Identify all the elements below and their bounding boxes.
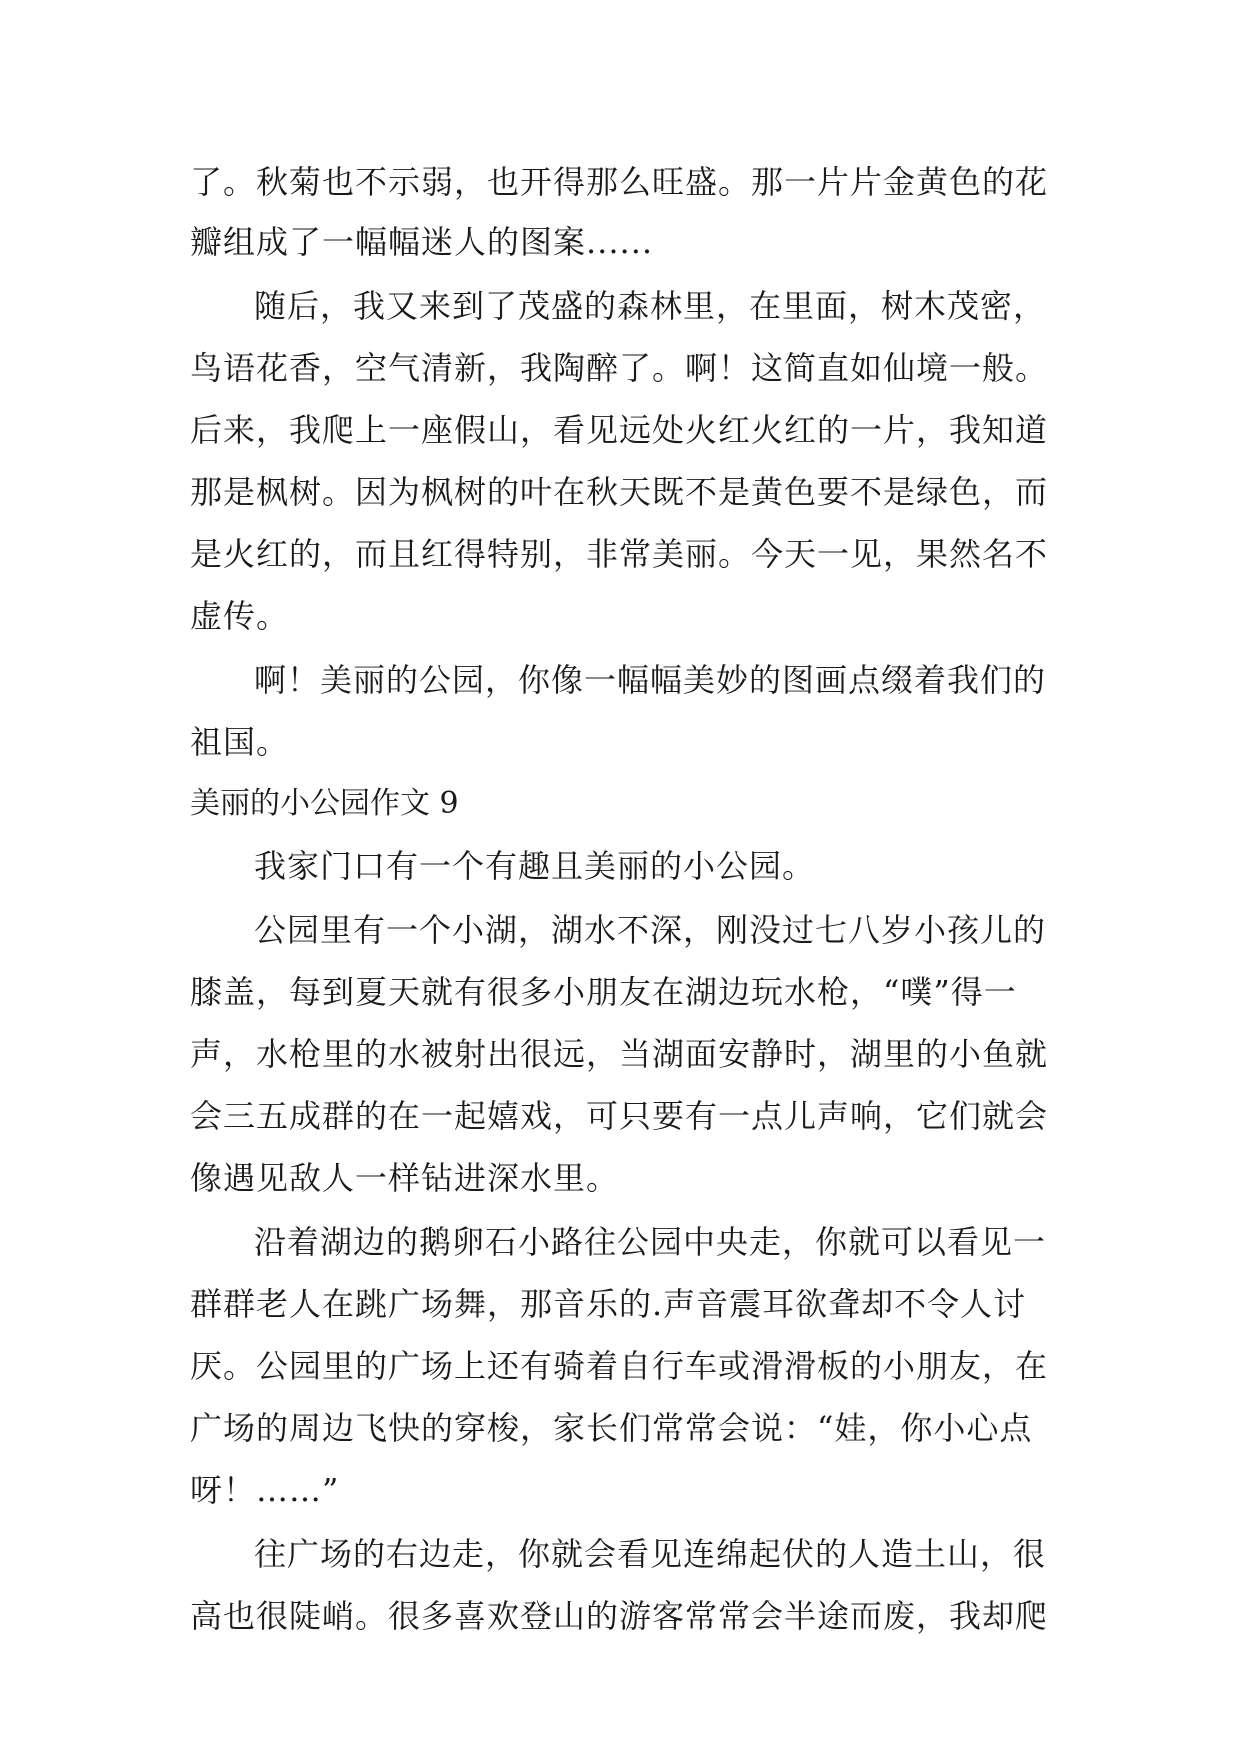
text-line: 那是枫树。因为枫树的叶在秋天既不是黄色要不是绿色，而 — [190, 473, 1049, 511]
text-line: 了。秋菊也不示弱，也开得那么旺盛。那一片片金黄色的花 — [190, 163, 1049, 201]
paragraph-start: 我家门口有一个有趣且美丽的小公园。 — [254, 847, 816, 885]
text-line: 后来，我爬上一座假山，看见远处火红火红的一片，我知道 — [190, 411, 1049, 449]
section-heading: 美丽的小公园作文 9 — [190, 786, 459, 821]
text-line: 呀！……” — [190, 1471, 340, 1509]
text-line: 厌。公园里的广场上还有骑着自行车或滑滑板的小朋友，在 — [190, 1347, 1049, 1385]
text-line: 虚传。 — [190, 597, 290, 635]
text-line: 群群老人在跳广场舞，那音乐的.声音震耳欲聋却不令人讨 — [190, 1285, 1027, 1323]
text-line: 像遇见敌人一样钻进深水里。 — [190, 1159, 620, 1197]
text-line: 广场的周边飞快的穿梭，家长们常常会说：“娃，你小心点 — [190, 1409, 1033, 1447]
paragraph-start: 公园里有一个小湖，湖水不深，刚没过七八岁小孩儿的 — [254, 911, 1047, 949]
text-line: 声，水枪里的水被射出很远，当湖面安静时，湖里的小鱼就 — [190, 1035, 1049, 1073]
text-line: 会三五成群的在一起嬉戏，可只要有一点儿声响，它们就会 — [190, 1097, 1049, 1135]
text-line: 瓣组成了一幅幅迷人的图案...... — [190, 223, 654, 261]
text-line: 祖国。 — [190, 723, 290, 761]
paragraph-start: 沿着湖边的鹅卵石小路往公园中央走，你就可以看见一 — [254, 1223, 1047, 1261]
text-line: 是火红的，而且红得特别，非常美丽。今天一见，果然名不 — [190, 535, 1049, 573]
paragraph-start: 随后，我又来到了茂盛的森林里，在里面，树木茂密， — [254, 287, 1047, 325]
paragraph-start: 啊！美丽的公园，你像一幅幅美妙的图画点缀着我们的 — [254, 661, 1047, 699]
text-line: 鸟语花香，空气清新，我陶醉了。啊！这简直如仙境一般。 — [190, 349, 1049, 387]
text-line: 高也很陡峭。很多喜欢登山的游客常常会半途而废，我却爬 — [190, 1597, 1049, 1635]
text-line: 膝盖，每到夏天就有很多小朋友在湖边玩水枪，“噗”得一 — [190, 973, 1017, 1011]
paragraph-start: 往广场的右边走，你就会看见连绵起伏的人造土山，很 — [254, 1535, 1047, 1573]
